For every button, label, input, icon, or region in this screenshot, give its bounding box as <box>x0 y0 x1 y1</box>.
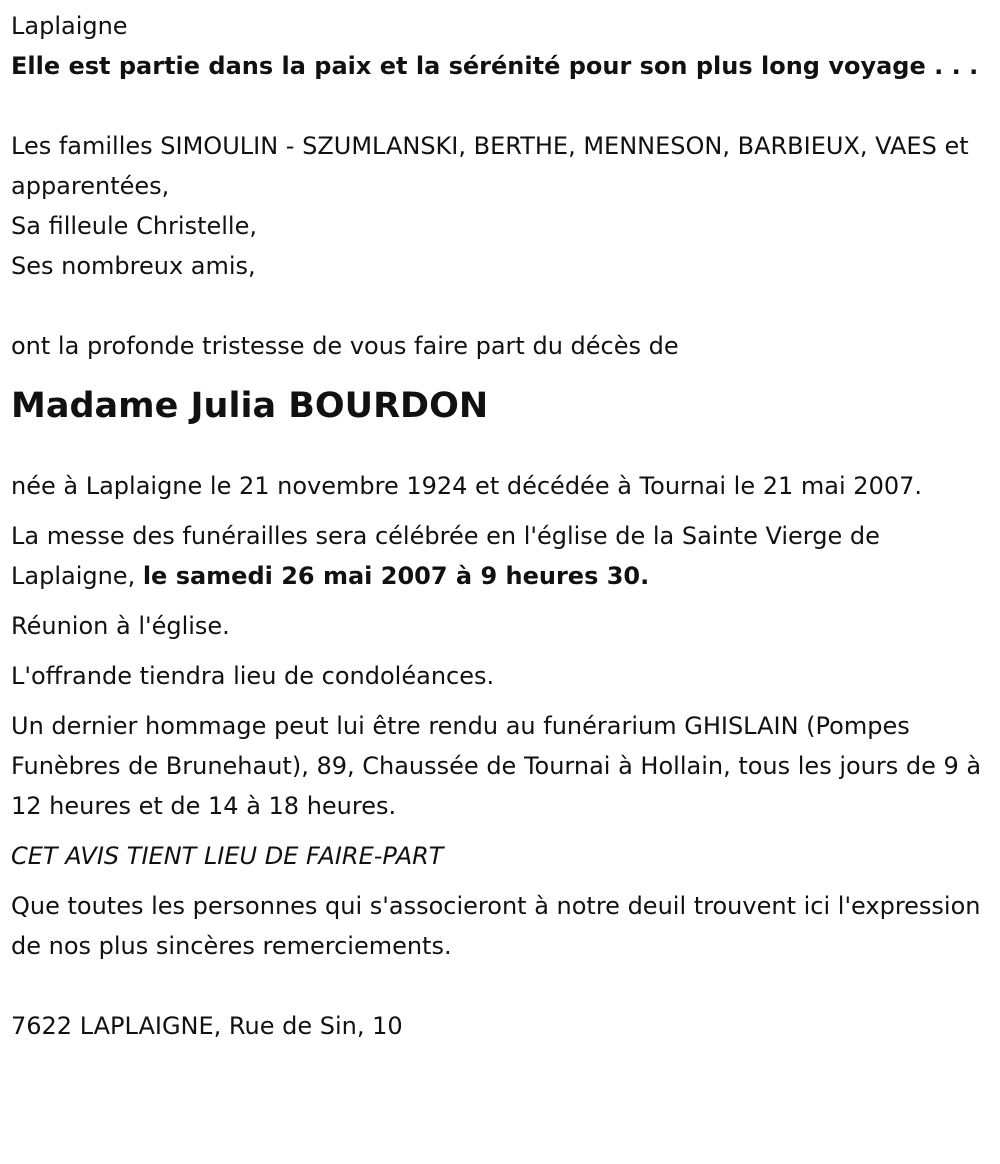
spacer <box>11 86 989 126</box>
tribute-info: Un dernier hommage peut lui être rendu au funérarium GHISLAIN (Pompes Funèbres de Brunehaut), 89, Chaussée de Tournai à Hollain, tous les jours de 9 à 12 heures et de 14 à 18 heures. <box>11 712 982 820</box>
spacer <box>11 286 989 326</box>
announcement-line: ont la profonde tristesse de vous faire part du décès de <box>11 332 679 360</box>
headline: Elle est partie dans la paix et la sérénité pour son plus long voyage . . . <box>11 52 979 80</box>
address-line: 7622 LAPLAIGNE, Rue de Sin, 10 <box>11 1012 403 1040</box>
families-line: Les familles SIMOULIN - SZUMLANSKI, BERTHE, MENNESON, BARBIEUX, VAES et apparentées, <box>11 132 969 200</box>
godchild-line: Sa filleule Christelle, <box>11 212 257 240</box>
meeting-info: Réunion à l'église. <box>11 612 230 640</box>
mass-datetime: le samedi 26 mai 2007 à 9 heures 30. <box>142 562 650 590</box>
funeral-mass-info <box>11 516 989 596</box>
friends-line: Ses nombreux amis, <box>11 252 256 280</box>
notice-line: CET AVIS TIENT LIEU DE FAIRE-PART <box>11 842 444 870</box>
thanks-paragraph: Que toutes les personnes qui s'associeront à notre deuil trouvent ici l'expression de nos plus sincères remerciements. <box>11 892 981 960</box>
mass-location: La messe des funérailles sera célébrée en l'église de la Sainte Vierge de Laplaigne, <box>11 522 880 590</box>
offering-info: L'offrande tiendra lieu de condoléances. <box>11 662 495 690</box>
spacer <box>11 976 989 1006</box>
birth-death-info: née à Laplaigne le 21 novembre 1924 et décédée à Tournai le 21 mai 2007. <box>11 472 923 500</box>
spacer <box>11 426 989 466</box>
place-name: Laplaigne <box>11 12 128 40</box>
deceased-name: Madame Julia BOURDON <box>11 386 489 426</box>
